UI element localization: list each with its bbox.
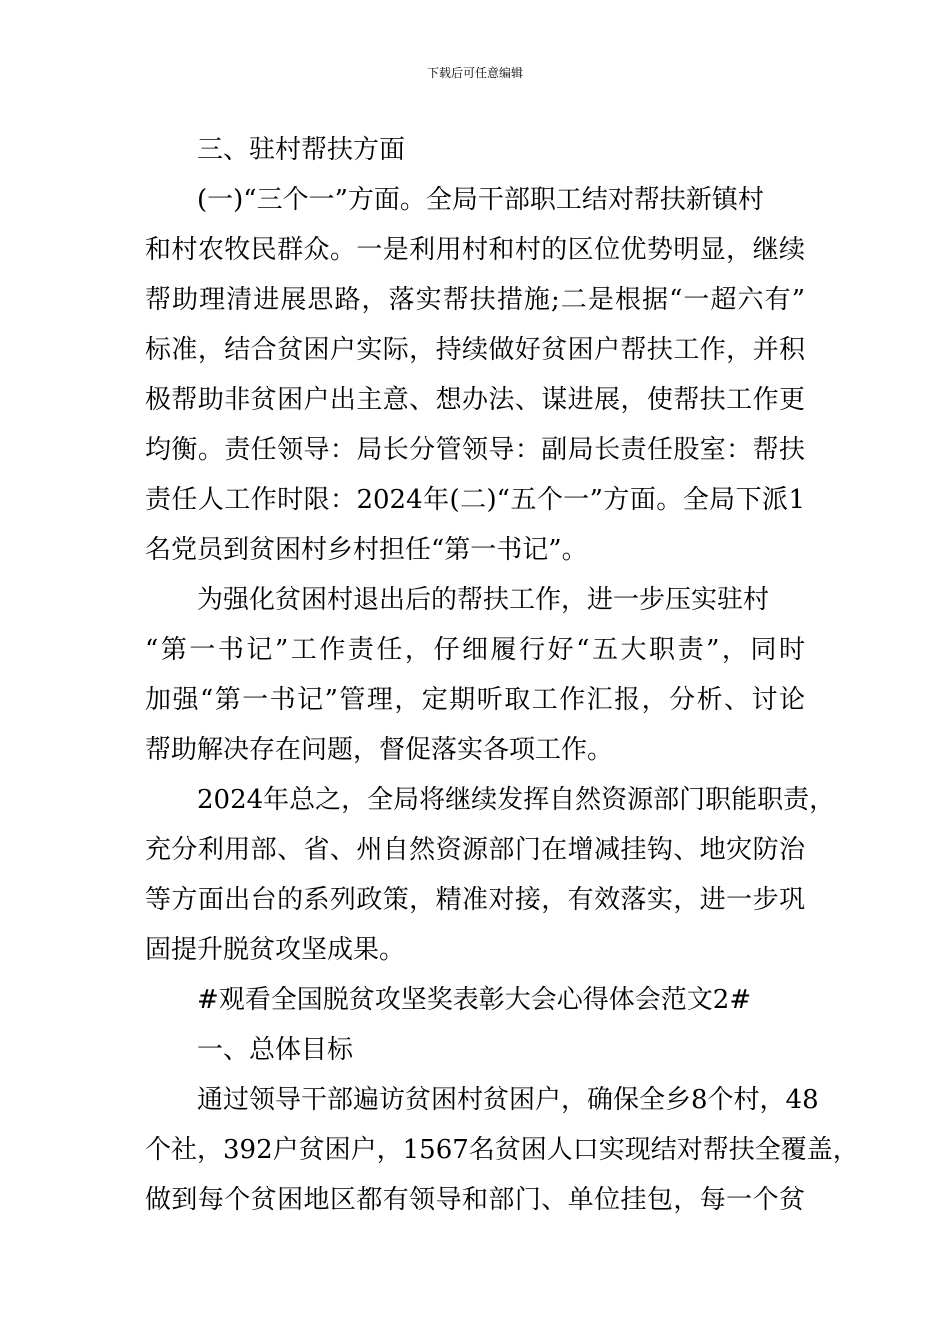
paragraph-line: 通过领导干部遍访贫困村贫困户，确保全乡8个村，48 <box>197 1085 819 1115</box>
paragraph-line: 名党员到贫困村乡村担任“第一书记”。 <box>145 535 588 565</box>
paragraph-line: 和村农牧民群众。一是利用村和村的区位优势明显，继续 <box>145 235 805 265</box>
paragraph-line: 个社，392户贫困户，1567名贫困人口实现结对帮扶全覆盖， <box>145 1135 859 1165</box>
paragraph-line: 极帮助非贫困户出主意、想办法、谋进展，使帮扶工作更 <box>145 385 805 415</box>
paragraph-line: 固提升脱贫攻坚成果。 <box>145 935 406 965</box>
paragraph-line: 2024年总之，全局将继续发挥自然资源部门职能职责， <box>197 785 836 815</box>
section-heading-overall-goal: 一、总体目标 <box>197 1035 354 1065</box>
paragraph-line: 充分利用部、省、州自然资源部门在增减挂钩、地灾防治 <box>145 835 805 865</box>
paragraph-line: (一)“三个一”方面。全局干部职工结对帮扶新镇村 <box>197 185 764 215</box>
paragraph-line: 为强化贫困村退出后的帮扶工作，进一步压实驻村 <box>197 585 770 615</box>
paragraph-line: “第一书记”工作责任，仔细履行好“五大职责”，同时 <box>145 635 805 665</box>
essay-title-heading: #观看全国脱贫攻坚奖表彰大会心得体会范文2# <box>197 985 752 1015</box>
section-heading-village-support: 三、驻村帮扶方面 <box>197 135 406 165</box>
paragraph-line: 加强“第一书记”管理，定期听取工作汇报，分析、讨论 <box>145 685 805 715</box>
paragraph-line: 帮助理清进展思路，落实帮扶措施;二是根据“一超六有” <box>145 285 805 315</box>
paragraph-line: 做到每个贫困地区都有领导和部门、单位挂包，每一个贫 <box>145 1185 805 1215</box>
paragraph-line: 均衡。责任领导：局长分管领导：副局长责任股室：帮扶 <box>145 435 805 465</box>
paragraph-line: 责任人工作时限：2024年(二)“五个一”方面。全局下派1 <box>145 485 805 515</box>
document-body <box>145 125 859 1225</box>
paragraph-line: 标准，结合贫困户实际，持续做好贫困户帮扶工作，并积 <box>145 335 805 365</box>
page-header-note: 下载后可任意编辑 <box>426 66 523 80</box>
paragraph-line: 等方面出台的系列政策，精准对接，有效落实，进一步巩 <box>145 885 805 915</box>
paragraph-line: 帮助解决存在问题，督促落实各项工作。 <box>145 735 614 765</box>
